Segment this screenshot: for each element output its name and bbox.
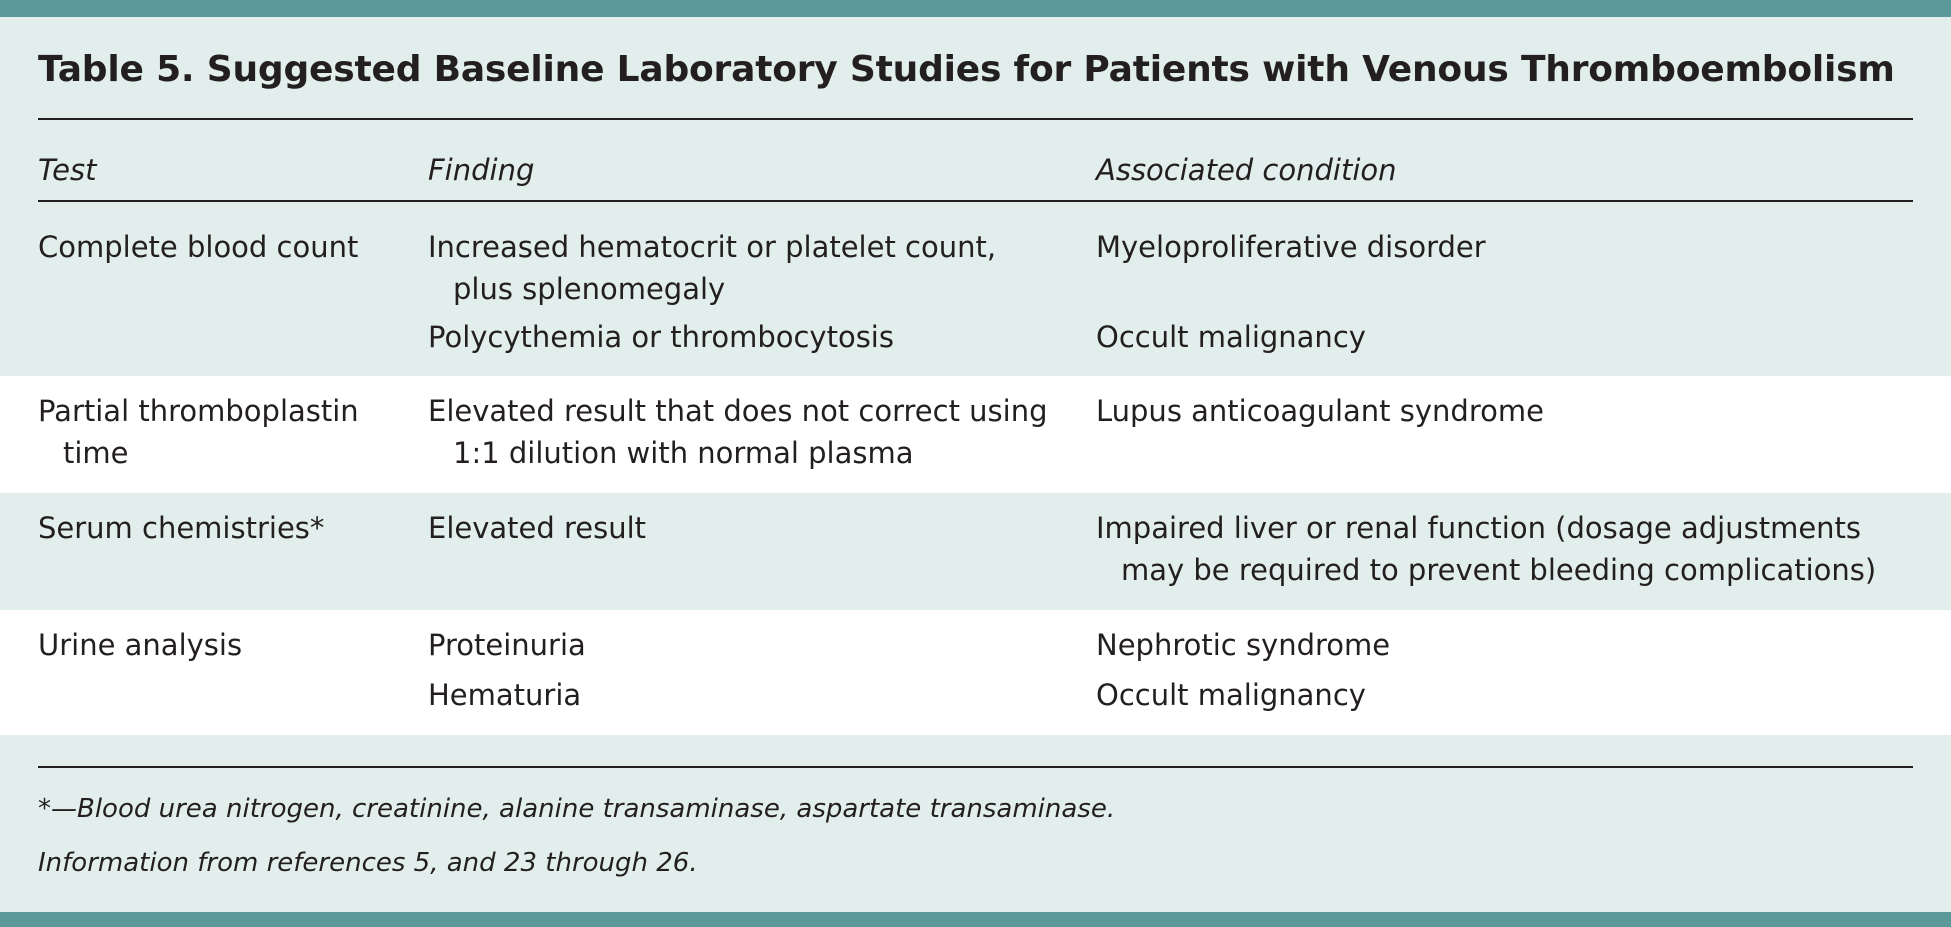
test-text: time <box>63 436 129 470</box>
condition-cell <box>1096 390 1544 432</box>
finding-cell <box>428 507 646 549</box>
bottom-accent-bar <box>0 912 1951 927</box>
table-row <box>0 493 1951 610</box>
finding-text: Elevated result that does not correct using <box>428 394 1048 428</box>
finding-cell <box>428 674 581 716</box>
condition-text: Myeloproliferative disorder <box>1096 230 1486 264</box>
finding-cell <box>428 316 894 358</box>
table-row <box>0 610 1951 735</box>
condition-text: may be required to prevent bleeding complications) <box>1121 553 1877 587</box>
finding-text: Proteinuria <box>428 628 586 662</box>
test-text: Complete blood count <box>38 230 359 264</box>
test-cell <box>38 226 358 268</box>
test-text: Partial thromboplastin <box>38 394 359 428</box>
table-title: Table 5. Suggested Baseline Laboratory Studies for Patients with Venous Thromboembolism <box>38 49 1895 90</box>
test-cell <box>38 507 324 549</box>
column-header-condition: Associated condition <box>1096 153 1397 187</box>
top-accent-bar <box>0 0 1951 17</box>
condition-text: Occult malignancy <box>1096 320 1366 354</box>
finding-text: plus splenomegaly <box>453 272 726 306</box>
test-cell <box>38 624 242 666</box>
test-text: Urine analysis <box>38 628 243 662</box>
finding-text: Increased hematocrit or platelet count, <box>428 230 997 264</box>
test-text: Serum chemistries* <box>38 511 325 545</box>
table-row <box>0 202 1951 376</box>
condition-text: Impaired liver or renal function (dosage adjustments <box>1096 511 1862 545</box>
condition-text: Nephrotic syndrome <box>1096 628 1391 662</box>
finding-cell <box>428 624 586 666</box>
condition-text: Occult malignancy <box>1096 678 1366 712</box>
condition-cell <box>1096 507 1876 591</box>
column-header-test: Test <box>38 153 97 187</box>
finding-text: Hematuria <box>428 678 582 712</box>
finding-text: 1:1 dilution with normal plasma <box>453 436 914 470</box>
finding-text: Polycythemia or thrombocytosis <box>428 320 894 354</box>
column-header-finding: Finding <box>428 153 535 187</box>
source-note: Information from references 5, and 23 through 26. <box>38 848 698 878</box>
finding-cell <box>428 226 996 310</box>
condition-text: Lupus anticoagulant syndrome <box>1096 394 1544 428</box>
footer-divider <box>38 766 1913 768</box>
title-divider <box>38 118 1913 120</box>
finding-text: Elevated result <box>428 511 647 545</box>
condition-cell <box>1096 226 1486 268</box>
condition-cell <box>1096 674 1366 716</box>
condition-cell <box>1096 316 1366 358</box>
condition-cell <box>1096 624 1390 666</box>
footnote: *—Blood urea nitrogen, creatinine, alanine transaminase, aspartate transaminase. <box>38 794 1116 824</box>
table-row <box>0 376 1951 493</box>
finding-cell <box>428 390 1048 474</box>
test-cell <box>38 390 359 474</box>
